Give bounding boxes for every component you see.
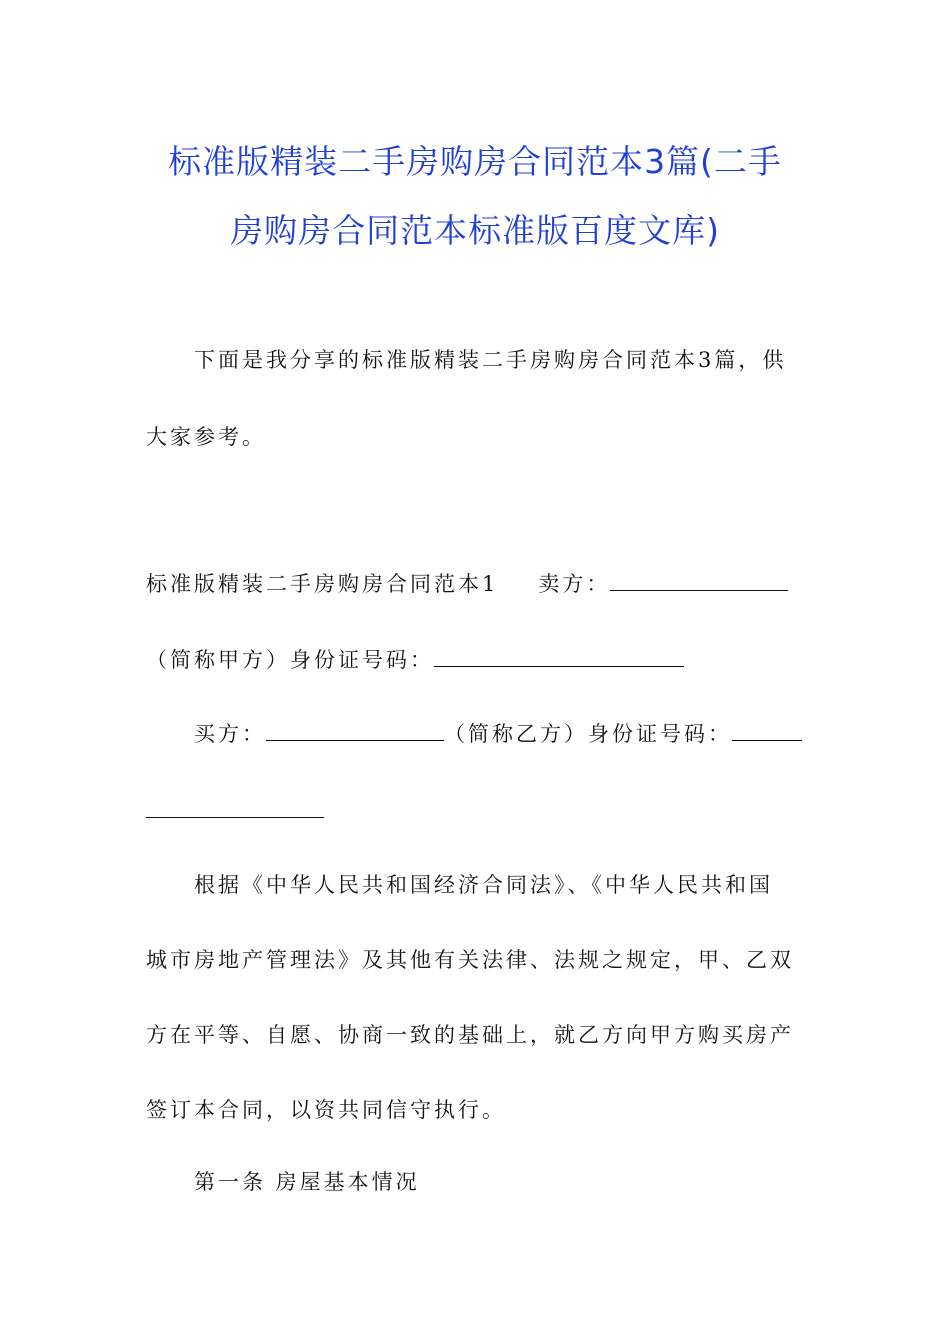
document-title-line-2: 房购房合同范本标准版百度文库) (230, 211, 720, 250)
buyer-id-blank (732, 722, 802, 741)
seller-label: 卖方： (538, 572, 611, 596)
paragraph-line-4: 签订本合同，以资共同信守执行。 (146, 1098, 506, 1122)
paragraph-line-1: 根据《中华人民共和国经济合同法》、《中华人民共和国 (194, 873, 773, 897)
buyer-short-label: （简称乙方）身份证号码： (444, 722, 732, 746)
buyer-label: 买方： (194, 722, 266, 746)
buyer-id-blank-continued (146, 799, 324, 818)
contract-heading: 标准版精装二手房购房合同范本1 (146, 572, 499, 596)
seller-short-label: （简称甲方）身份证号码： (146, 648, 434, 672)
buyer-row (194, 719, 802, 749)
seller-id-row (146, 645, 684, 675)
buyer-name-blank (266, 722, 444, 741)
paragraph-line-3: 方在平等、自愿、协商一致的基础上，就乙方向甲方购买房产 (146, 1023, 794, 1047)
buyer-id-continued-row (146, 796, 324, 826)
intro-line-1: 下面是我分享的标准版精装二手房购房合同范本3篇，供 (194, 348, 787, 372)
document-title-line-1: 标准版精装二手房购房合同范本3篇(二手 (168, 142, 782, 181)
contract-seller-row (146, 569, 788, 599)
article-1-heading: 第一条 房屋基本情况 (194, 1170, 420, 1194)
intro-line-2: 大家参考。 (146, 425, 266, 449)
seller-name-blank (610, 572, 788, 591)
seller-id-blank (434, 648, 684, 667)
paragraph-line-2: 城市房地产管理法》及其他有关法律、法规之规定，甲、乙双 (146, 948, 794, 972)
